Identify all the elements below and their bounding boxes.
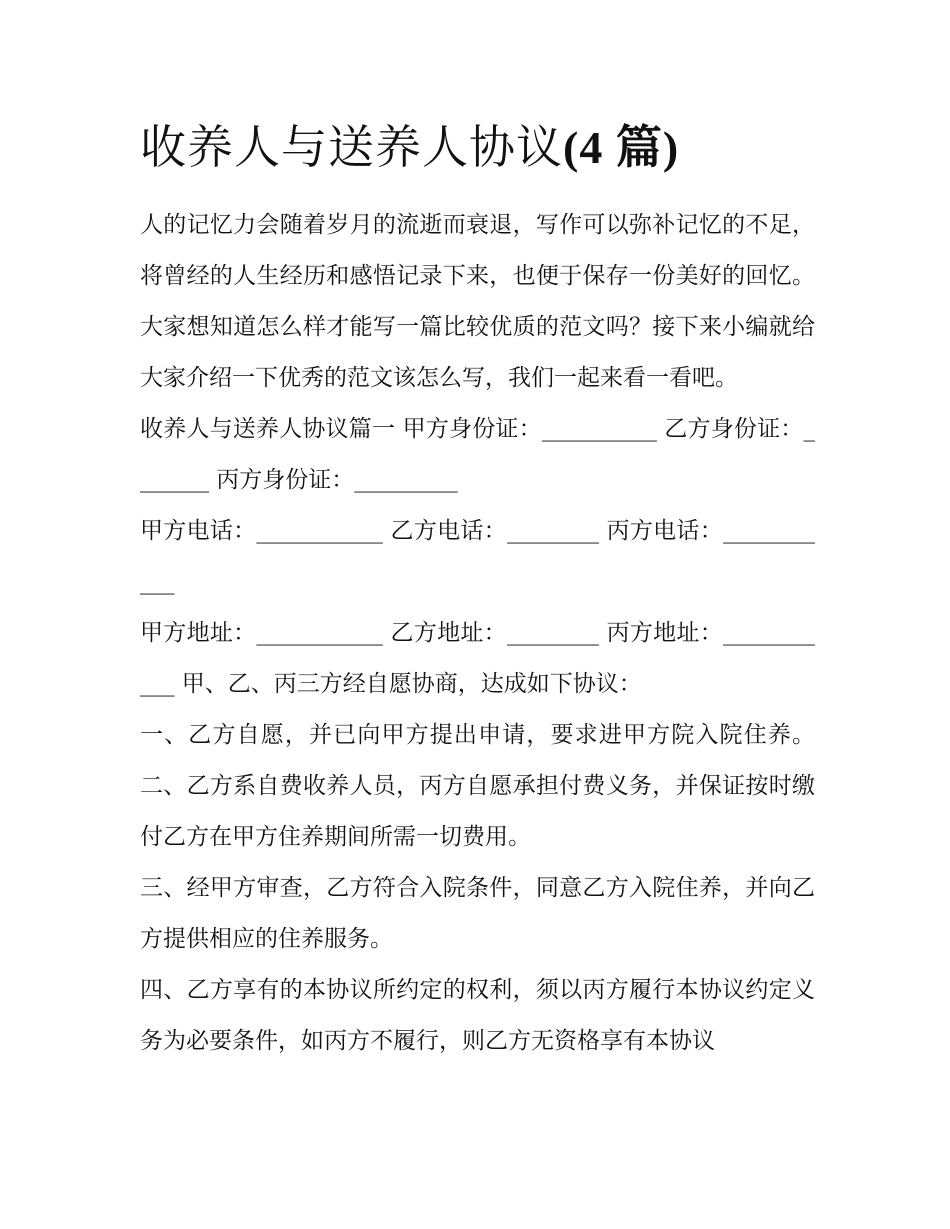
clause-three: 三、经甲方审查，乙方符合入院条件，同意乙方入院住养，并向乙方提供相应的住养服务。 <box>140 875 815 952</box>
intro-paragraph: 人的记忆力会随着岁月的流逝而衰退，写作可以弥补记忆的不足，将曾经的人生经历和感悟记录下来，也便于保存一份美好的回忆。大家想知道怎么样才能写一篇比较优质的范文吗？接下来小编就给大家介绍一下优秀的范文该怎么写，我们一起来看一看吧。 <box>140 212 815 391</box>
clause-four: 四、乙方享有的本协议所约定的权利，须以丙方履行本协议约定义务为必要条件，如丙方不履行，则乙方无资格享有本协议 <box>140 977 815 1054</box>
document-body <box>140 112 815 1067</box>
document-title <box>140 112 815 182</box>
title-suffix: (4 篇) <box>563 122 680 173</box>
address-paragraph: 甲方地址：___________ 乙方地址：________ 丙方地址：___________ 甲、乙、丙三方经自愿协商，达成如下协议： <box>140 620 815 697</box>
clause-one-two: 一、乙方自愿，并已向甲方提出申请，要求进甲方院入院住养。 二、乙方系自费收养人员，丙方自愿承担付费义务，并保证按时缴付乙方在甲方住养期间所需一切费用。 <box>140 722 815 850</box>
title-main: 收养人与送养人协议 <box>140 120 563 174</box>
phone-paragraph: 甲方电话：___________ 乙方电话：________ 丙方电话：___________ <box>140 518 815 595</box>
id-card-paragraph: 收养人与送养人协议篇一 甲方身份证：__________ 乙方身份证：_______ 丙方身份证：_________ <box>140 416 815 493</box>
